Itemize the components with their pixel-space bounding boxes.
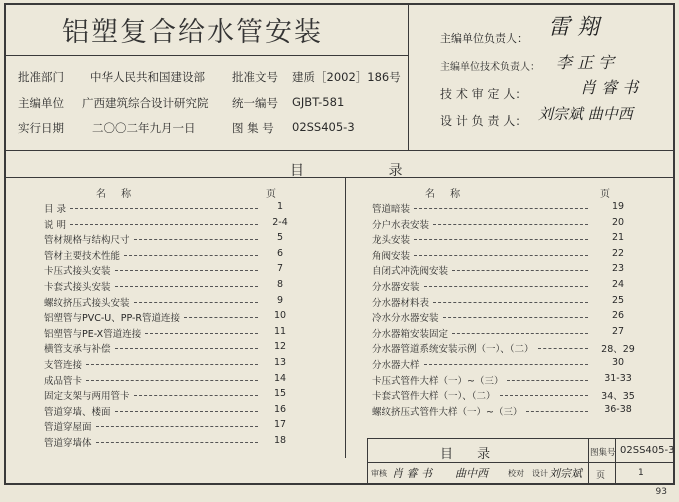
toc-row	[372, 357, 667, 370]
toc-entry-name: 固定支架与两用管卡	[44, 391, 130, 403]
effective-date-value: 二〇〇二年九月一日	[92, 121, 196, 135]
toc-entry-page: 7	[276, 263, 284, 275]
toc-entry-page: 2-4	[272, 216, 288, 228]
review-signature: 肖 睿 书	[392, 467, 432, 480]
approval-dept-value: 中华人民共和国建设部	[90, 70, 205, 84]
toc-leader-dots	[414, 208, 588, 209]
toc-entry-page: 13	[273, 357, 287, 368]
toc-entry-page: 6	[276, 247, 284, 259]
toc-leader-dots	[452, 333, 588, 334]
toc-row	[44, 341, 339, 354]
toc-entry-name: 龙头安装	[372, 235, 411, 247]
toc-row	[372, 310, 667, 323]
toc-row	[372, 373, 667, 386]
toc-leader-dots	[145, 333, 258, 334]
signature-4: 刘宗斌 曲中西	[538, 105, 633, 123]
toc-row	[44, 326, 339, 339]
toc-row	[372, 248, 667, 261]
toc-entry-page: 17	[273, 419, 287, 431]
toc-entry-name: 卡压式接头安装	[44, 266, 111, 278]
toc-entry-name: 卡压式管件大样（一）~（三）	[372, 375, 504, 387]
toc-leader-dots	[70, 208, 258, 209]
toc-row	[44, 435, 339, 448]
toc-entry-page: 16	[273, 403, 287, 415]
toc-entry-name: 管材规格与结构尺寸	[44, 235, 130, 247]
toc-entry-page: 22	[611, 247, 625, 259]
toc-leader-dots	[538, 348, 588, 349]
toc-row	[44, 404, 339, 417]
chief-unit-value: 广西建筑综合设计研究院	[82, 96, 209, 110]
toc-row	[372, 341, 667, 354]
toc-leader-dots	[115, 286, 258, 287]
toc-row	[44, 310, 339, 323]
approval-no-label: 批准文号	[232, 70, 278, 84]
toc-entry-page: 9	[276, 294, 284, 306]
approval-no-value: 建质［2002］186号	[292, 70, 401, 84]
toc-leader-dots	[433, 224, 588, 225]
atlas-no-label: 图 集 号	[232, 121, 274, 135]
design-label: 设计	[532, 469, 548, 478]
toc-entry-page: 12	[273, 341, 287, 353]
toc-row	[372, 326, 667, 339]
check-label: 校对	[508, 469, 524, 478]
toc-entry-name: 成品管卡	[44, 375, 83, 387]
toc-entry-page: 30	[611, 357, 625, 368]
chief-unit-label: 主编单位	[18, 96, 64, 110]
toc-entry-name: 分水器安装	[372, 282, 420, 293]
toc-row	[372, 279, 667, 292]
toc-row	[44, 263, 339, 276]
toc-entry-name: 支管连接	[44, 360, 83, 371]
design-signature: 刘宗斌	[549, 467, 582, 480]
toc-entry-name: 分水器材料表	[372, 297, 430, 309]
toc-entry-page: 5	[276, 232, 284, 244]
toc-leader-dots	[424, 286, 588, 287]
chief-unit-head-label: 主编单位负责人：	[440, 32, 528, 45]
toc-leader-dots	[500, 395, 588, 396]
toc-entry-name: 角阀安装	[372, 250, 411, 262]
toc-entry-page: 1	[276, 201, 284, 212]
toc-entry-page: 25	[611, 294, 625, 306]
left-col-name-header: 名 称	[96, 189, 138, 200]
toc-entry-page: 19	[611, 201, 625, 212]
toc-leader-dots	[424, 364, 588, 365]
toc-entry-page: 26	[611, 310, 625, 322]
toc-leader-dots	[124, 255, 258, 256]
toc-leader-dots	[96, 426, 258, 427]
atlas-no-value: 02SS405-3	[292, 120, 355, 134]
toc-entry-page: 34、35	[601, 391, 635, 403]
toc-leader-dots	[115, 411, 258, 412]
toc-entry-page: 21	[611, 232, 625, 244]
toc-row	[372, 217, 667, 230]
chief-tech-head-label: 主编单位技术负责人：	[440, 62, 540, 73]
toc-entry-page: 18	[273, 435, 287, 446]
toc-entry-name: 卡套式管件大样（一）、（二）	[372, 391, 496, 403]
toc-leader-dots	[443, 317, 588, 318]
toc-entry-name: 卡套式接头安装	[44, 282, 111, 293]
toc-row	[44, 232, 339, 245]
toc-entry-name: 管道穿屋面	[44, 422, 92, 434]
review-label: 审核	[371, 469, 387, 478]
toc-entry-page: 23	[611, 263, 625, 275]
toc-leader-dots	[96, 442, 258, 443]
approval-dept-label: 批准部门	[18, 70, 64, 84]
page-title: 铝塑复合给水管安装	[62, 17, 323, 48]
toc-leader-dots	[134, 239, 258, 240]
header-bottom-line	[4, 150, 675, 151]
toc-row	[44, 357, 339, 370]
page-number: 93	[655, 487, 667, 497]
toc-entry-name: 螺纹挤压式接头安装	[44, 297, 130, 309]
toc-leader-dots	[134, 395, 258, 396]
toc-entry-page: 8	[276, 279, 284, 290]
toc-title: 目 录	[290, 163, 443, 179]
toc-entry-name: 螺纹挤压式管件大样（一）~（三）	[372, 406, 523, 418]
titleblock-top	[367, 438, 675, 439]
title-underline	[4, 55, 408, 56]
toc-leader-dots	[184, 317, 258, 318]
toc-entry-page: 14	[273, 372, 287, 384]
toc-leader-dots	[115, 348, 258, 349]
titleblock-page-label: 页	[596, 471, 606, 481]
effective-date-label: 实行日期	[18, 121, 64, 135]
header-divider	[408, 3, 409, 150]
right-col-name-header: 名 称	[425, 189, 467, 200]
signature-1: 雷 翔	[548, 15, 599, 40]
toc-row	[372, 232, 667, 245]
toc-entry-name: 分水器管道系统安装示例（一）、（二）	[372, 344, 534, 356]
toc-row	[44, 373, 339, 386]
toc-row	[372, 388, 667, 401]
toc-row	[44, 295, 339, 308]
toc-leader-dots	[452, 270, 588, 271]
toc-leader-dots	[134, 302, 258, 303]
toc-row	[44, 201, 339, 214]
toc-entry-page: 27	[611, 325, 625, 337]
toc-leader-dots	[433, 302, 588, 303]
toc-entry-name: 分水器箱安装固定	[372, 328, 449, 340]
titleblock-divider	[588, 438, 589, 485]
toc-entry-page: 36-38	[604, 403, 632, 415]
unified-no-label: 统一编号	[232, 96, 278, 110]
toc-entry-name: 目 录	[44, 204, 67, 215]
signature-2: 李 正 宇	[556, 53, 615, 72]
toc-row	[44, 388, 339, 401]
toc-entry-page: 15	[273, 388, 287, 400]
toc-entry-name: 管道穿墙、楼面	[44, 406, 111, 418]
toc-row	[44, 248, 339, 261]
toc-leader-dots	[86, 364, 258, 365]
check-signature: 曲中西	[455, 467, 488, 480]
toc-row	[372, 201, 667, 214]
toc-entry-page: 31-33	[604, 372, 632, 384]
titleblock-atlas-no: 02SS405-3	[620, 445, 675, 456]
toc-entry-name: 铝塑管与PE-X管道连接	[44, 328, 142, 340]
toc-entry-name: 冷水分水器安装	[372, 313, 439, 325]
toc-entry-page: 11	[273, 325, 287, 337]
toc-entry-name: 铝塑管与PVC-U、PP-R管道连接	[44, 313, 181, 325]
toc-leader-dots	[115, 270, 258, 271]
toc-row	[44, 419, 339, 432]
toc-leader-dots	[414, 255, 588, 256]
toc-leader-dots	[526, 411, 588, 412]
toc-entry-name: 管道暗装	[372, 204, 411, 215]
titleblock-atlas-label: 图集号	[590, 448, 616, 458]
titleblock-left	[367, 438, 368, 485]
titleblock-page-value: 1	[638, 468, 644, 478]
unified-no-value: GJBT-581	[292, 95, 345, 109]
design-head-label: 设 计 负 责 人：	[440, 114, 528, 128]
toc-row	[372, 295, 667, 308]
toc-entry-page: 24	[611, 279, 625, 290]
toc-leader-dots	[414, 239, 588, 240]
toc-entry-page: 10	[273, 310, 287, 322]
toc-entry-name: 横管支承与补偿	[44, 344, 111, 356]
signature-3: 肖 睿 书	[580, 78, 639, 97]
toc-row	[372, 404, 667, 417]
titleblock-name: 目 录	[440, 447, 501, 462]
toc-leader-dots	[86, 380, 258, 381]
toc-entry-name: 自闭式冲洗阀安装	[372, 266, 449, 278]
toc-row	[44, 217, 339, 230]
toc-title-line	[4, 177, 675, 178]
toc-entry-name: 管材主要技术性能	[44, 250, 121, 262]
toc-entry-page: 20	[611, 216, 625, 228]
toc-row	[44, 279, 339, 292]
toc-entry-name: 分水器大样	[372, 360, 420, 371]
tech-reviewer-label: 技 术 审 定 人：	[440, 87, 528, 101]
toc-entry-name: 管道穿墙体	[44, 438, 92, 449]
left-col-page-header: 页	[266, 189, 276, 200]
toc-entry-name: 说 明	[44, 219, 67, 231]
toc-entry-page: 28、29	[601, 344, 635, 356]
toc-row	[372, 263, 667, 276]
toc-leader-dots	[507, 380, 588, 381]
titleblock-mid	[367, 462, 675, 463]
toc-leader-dots	[70, 224, 258, 225]
toc-center-divider	[345, 177, 346, 458]
right-col-page-header: 页	[600, 189, 610, 200]
toc-entry-name: 分户水表安装	[372, 219, 430, 231]
